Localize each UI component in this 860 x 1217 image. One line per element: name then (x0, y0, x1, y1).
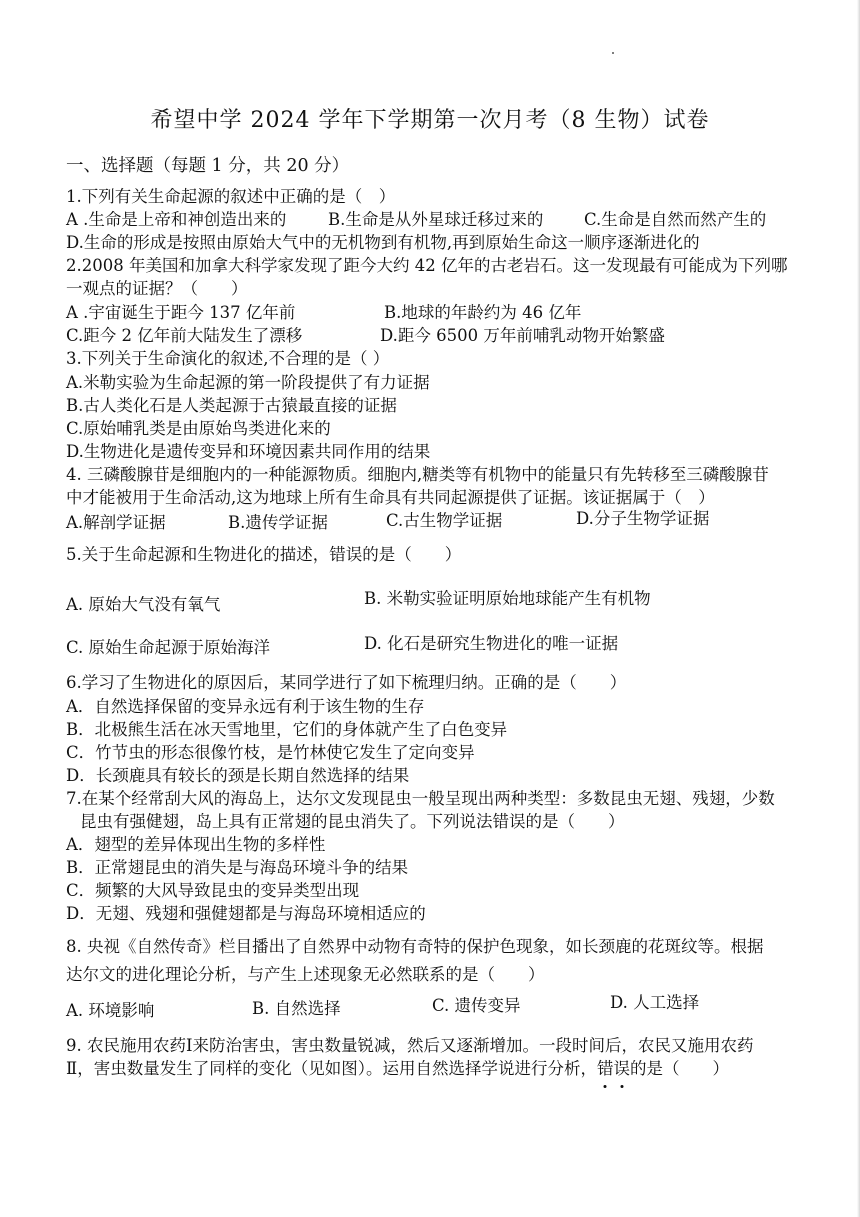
emphasis-dot-icon (620, 1085, 623, 1088)
question-1-option-a: A .生命是上帝和神创造出来的 (66, 210, 287, 229)
question-9-stem-suffix: 的是（ ） (629, 1059, 729, 1078)
emphasis-char-2: 误 (613, 1058, 630, 1080)
question-6-option-d: D．长颈鹿具有较长的颈是长期自然选择的结果 (66, 766, 410, 785)
question-4-option-a: A.解剖学证据 (66, 513, 166, 532)
question-8-option-d: D. 人工选择 (610, 993, 700, 1012)
question-4-option-c: C.古生物学证据 (386, 511, 503, 530)
question-3-option-a: A.米勒实验为生命起源的第一阶段提供了有力证据 (66, 373, 430, 392)
scan-speck (612, 52, 614, 54)
question-8-stem-line-1: 8. 央视《自然传奇》栏目播出了自然界中动物有奇特的保护色现象，如长颈鹿的花斑纹等。根据 (66, 937, 764, 956)
question-9-stem-line-2 (66, 1058, 729, 1080)
question-3-option-c: C.原始哺乳类是由原始鸟类进化来的 (66, 419, 331, 438)
question-2-option-b: B.地球的年龄约为 46 亿年 (384, 303, 582, 322)
question-6-option-b: B．北极熊生活在冰天雪地里，它们的身体就产生了白色变异 (66, 720, 508, 739)
question-5-option-a: A. 原始大气没有氧气 (66, 595, 221, 614)
question-5-option-b: B. 米勒实验证明原始地球能产生有机物 (364, 589, 651, 608)
question-4-stem-line-2: 中才能被用于生命活动,这为地球上所有生命具有共同起源提供了证据。该证据属于（ ） (66, 488, 715, 507)
question-8-stem-line-2: 达尔文的进化理论分析，与产生上述现象无必然联系的是（ ） (66, 965, 545, 984)
question-6-option-c: C．竹节虫的形态很像竹枝，是竹林使它发生了定向变异 (66, 743, 475, 762)
question-3-option-b: B.古人类化石是人类起源于古猿最直接的证据 (66, 396, 397, 415)
question-7-stem-line-2: 昆虫有强健翅，岛上具有正常翅的昆虫消失了。下列说法错误的是（ ） (80, 812, 625, 831)
question-1-option-c: C.生命是自然而然产生的 (584, 210, 767, 229)
question-2-option-a: A .宇宙诞生于距今 137 亿年前 (66, 303, 296, 322)
question-1-option-b: B.生命是从外星球迁移过来的 (328, 210, 544, 229)
question-5-option-d: D. 化石是研究生物进化的唯一证据 (364, 634, 619, 653)
emphasis-char-1: 错 (597, 1058, 614, 1080)
exam-title: 希望中学 2024 学年下学期第一次月考（8 生物）试卷 (150, 108, 710, 133)
question-3-stem: 3.下列关于生命演化的叙述,不合理的是（ ） (66, 349, 390, 368)
question-7-option-c: C．频繁的大风导致昆虫的变异类型出现 (66, 881, 360, 900)
question-8-option-c: C. 遗传变异 (432, 996, 521, 1015)
question-6-stem: 6.学习了生物进化的原因后，某同学进行了如下梳理归纳。正确的是（ ） (66, 673, 627, 692)
emphasis-dot-icon (604, 1085, 607, 1088)
question-3-option-d: D.生物进化是遗传变异和环境因素共同作用的结果 (66, 442, 431, 461)
question-7-stem-line-1: 7.在某个经常刮大风的海岛上，达尔文发现昆虫一般呈现出两种类型：多数昆虫无翅、残翅，少数 (66, 789, 775, 808)
question-9-stem-line-1: 9. 农民施用农药Ⅰ来防治害虫，害虫数量锐减，然后又逐渐增加。一段时间后，农民又施用农药 (66, 1036, 754, 1055)
question-8-option-b: B. 自然选择 (252, 999, 341, 1018)
question-6-option-a: A．自然选择保留的变异永远有利于该生物的生存 (66, 697, 425, 716)
question-4-option-d: D.分子生物学证据 (576, 509, 710, 528)
question-7-option-d: D．无翅、残翅和强健翅都是与海岛环境相适应的 (66, 904, 426, 923)
question-4-option-b: B.遗传学证据 (228, 513, 328, 532)
question-2-option-c: C.距今 2 亿年前大陆发生了漂移 (66, 326, 303, 345)
question-2-stem-line-1: 2.2008 年美国和加拿大科学家发现了距今大约 42 亿年的古老岩石。这一发现最有可能成为下列哪 (66, 256, 788, 275)
question-5-stem: 5.关于生命起源和生物进化的描述，错误的是（ ） (66, 545, 462, 564)
question-2-stem-line-2: 一观点的证据？（ ） (66, 279, 248, 298)
question-7-option-a: A．翅型的差异体现出生物的多样性 (66, 835, 326, 854)
question-2-option-d: D.距今 6500 万年前哺乳动物开始繁盛 (380, 326, 665, 345)
question-9-stem-prefix: Ⅱ，害虫数量发生了同样的变化（见如图）。运用自然选择学说进行分析， (66, 1059, 597, 1078)
question-5-option-c: C. 原始生命起源于原始海洋 (66, 638, 271, 657)
question-4-stem-line-1: 4. 三磷酸腺苷是细胞内的一种能源物质。细胞内,糖类等有机物中的能量只有先转移至三磷酸腺苷 (66, 465, 769, 484)
question-7-option-b: B．正常翅昆虫的消失是与海岛环境斗争的结果 (66, 858, 409, 877)
question-8-option-a: A. 环境影响 (66, 1001, 155, 1020)
question-1-stem: 1.下列有关生命起源的叙述中正确的是（ ） (66, 187, 396, 206)
question-1-option-d: D.生命的形成是按照由原始大气中的无机物到有机物,再到原始生命这一顺序逐渐进化的 (66, 233, 700, 252)
section-heading: 一、选择题（每题 1 分，共 20 分） (66, 156, 350, 176)
